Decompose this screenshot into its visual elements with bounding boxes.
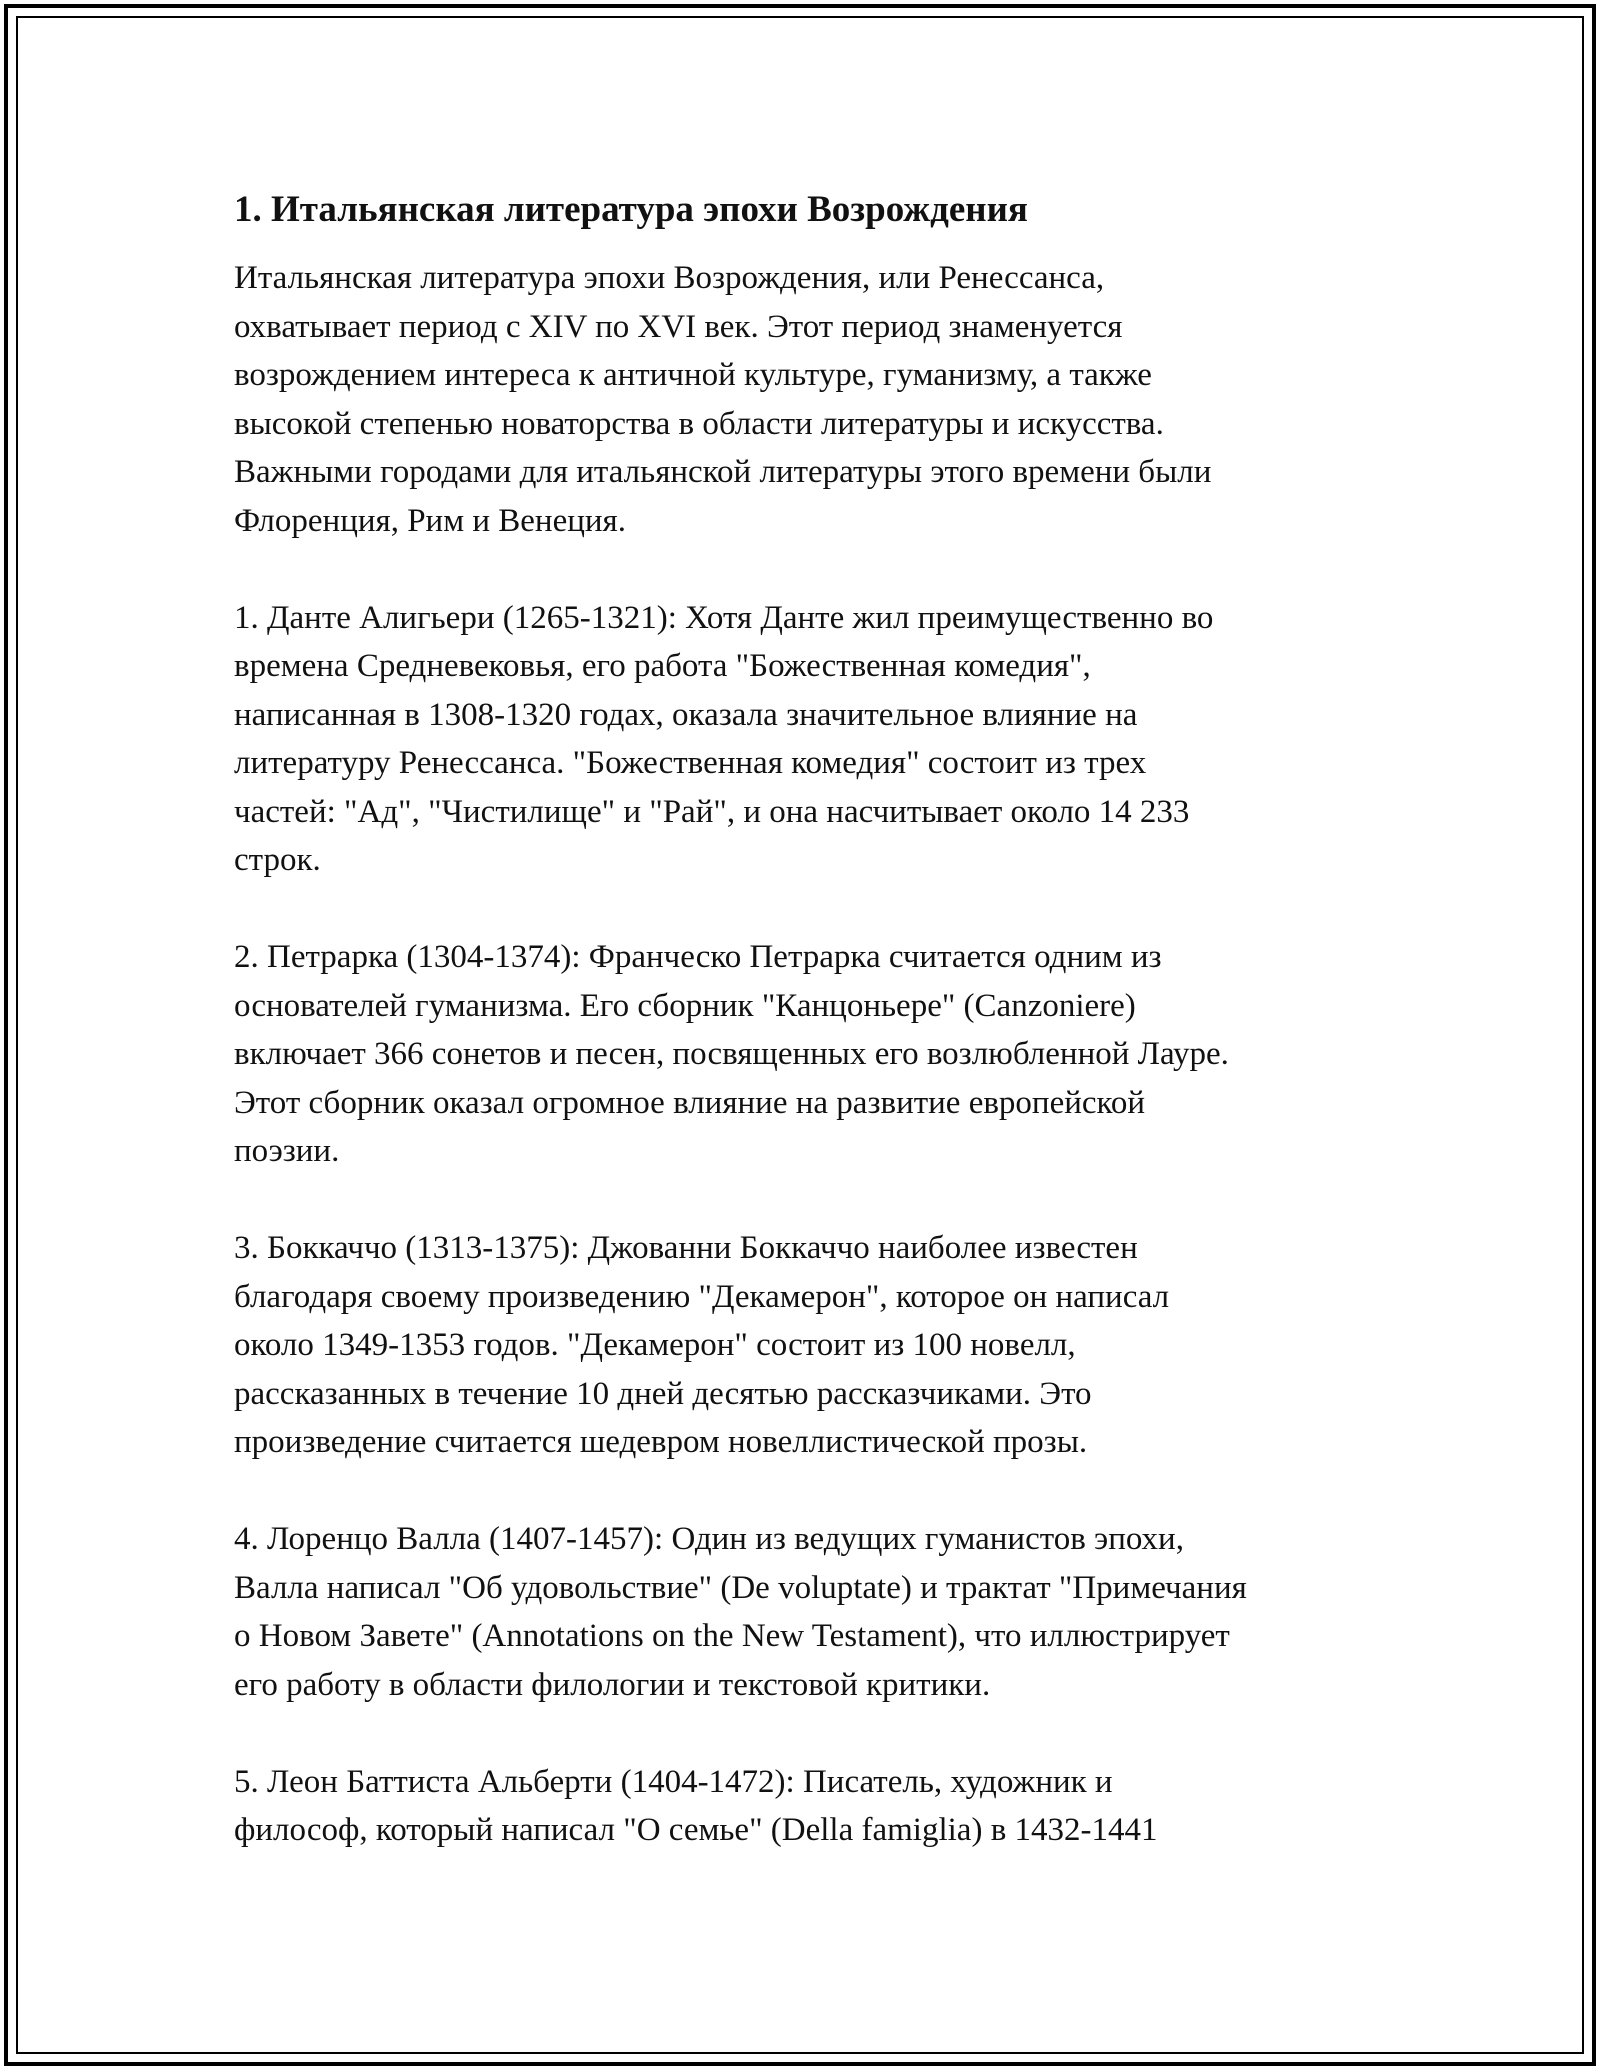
text-line: написанная в 1308-1320 годах, оказала значительное влияние на — [234, 696, 1138, 733]
text-line: включает 366 сонетов и песен, посвященных его возлюбленной Лауре. — [234, 1036, 1229, 1072]
text-line: рассказанных в течение 10 дней десятью рассказчиками. Это — [234, 1375, 1092, 1412]
text-line: о Новом Завете" (Annotations on the New Testament), что иллюстрирует — [234, 1618, 1230, 1654]
paragraph-alberti — [234, 1758, 1394, 1855]
text-line: возрождением интереса к античной культуре, гуманизму, а также — [234, 357, 1152, 393]
text-line: 3. Боккаччо (1313-1375): Джованни Боккаччо наиболее известен — [234, 1230, 1138, 1266]
text-line: его работу в области филологии и текстовой критики. — [234, 1666, 991, 1703]
text-line: литературу Ренессанса. "Божественная комедия" состоит из трех — [234, 745, 1147, 781]
paragraph-dante — [234, 594, 1394, 885]
paragraph-valla — [234, 1515, 1394, 1709]
text-line: высокой степенью новаторства в области литературы и искусства. — [234, 405, 1164, 442]
text-line: времена Средневековья, его работа "Божественная комедия", — [234, 648, 1091, 684]
text-line: Этот сборник оказал огромное влияние на развитие европейской — [234, 1084, 1146, 1121]
text-line: 4. Лоренцо Валла (1407-1457): Один из ведущих гуманистов эпохи, — [234, 1521, 1184, 1557]
paragraph-intro — [234, 254, 1394, 545]
text-line: около 1349-1353 годов. "Декамерон" состоит из 100 новелл, — [234, 1327, 1076, 1363]
text-line: 5. Леон Баттиста Альберти (1404-1472): Писатель, художник и — [234, 1763, 1113, 1800]
text-line: благодаря своему произведению "Декамерон", которое он написал — [234, 1278, 1170, 1315]
text-line: частей: "Ад", "Чистилище" и "Рай", и она насчитывает около 14 233 — [234, 793, 1190, 830]
text-line: Валла написал "Об удовольствие" (De voluptate) и трактат "Примечания — [234, 1569, 1247, 1606]
text-line: поэзии. — [234, 1133, 340, 1169]
text-line: философ, который написал "О семье" (Della famiglia) в 1432-1441 — [234, 1812, 1158, 1848]
text-line: произведение считается шедевром новеллистической прозы. — [234, 1424, 1088, 1460]
text-line: основателей гуманизма. Его сборник "Канцоньере" (Canzoniere) — [234, 987, 1136, 1024]
text-line: строк. — [234, 842, 321, 878]
text-line: 2. Петрарка (1304-1374): Франческо Петрарка считается одним из — [234, 939, 1162, 975]
text-line: Важными городами для итальянской литературы этого времени были — [234, 454, 1212, 490]
text-line: охватывает период с XIV по XVI век. Этот период знаменуется — [234, 308, 1123, 345]
document-body — [234, 186, 1394, 1903]
text-line: Итальянская литература эпохи Возрождения, или Ренессанса, — [234, 260, 1105, 296]
paragraph-boccaccio — [234, 1224, 1394, 1467]
paragraph-petrarch — [234, 933, 1394, 1176]
section-heading: 1. Итальянская литература эпохи Возрождения — [234, 189, 1028, 230]
text-line: Флоренция, Рим и Венеция. — [234, 502, 626, 539]
text-line: 1. Данте Алигьери (1265-1321): Хотя Данте жил преимущественно во — [234, 599, 1214, 636]
